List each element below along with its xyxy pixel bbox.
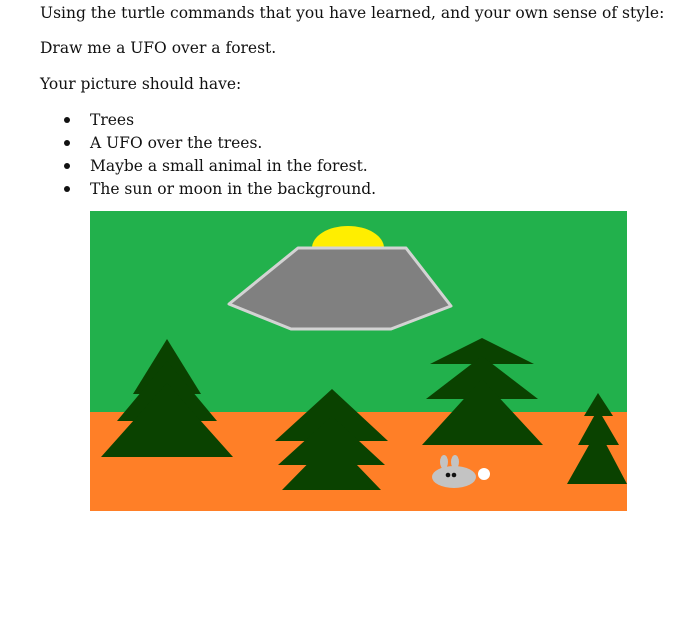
- task-text: Draw me a UFO over a forest.: [40, 39, 277, 57]
- bullet-icon: [64, 140, 70, 146]
- list-item: [62, 178, 376, 201]
- list-item: [62, 109, 376, 132]
- bullet-icon: [64, 186, 70, 192]
- requirements-list: [62, 109, 376, 201]
- list-item: [62, 132, 376, 155]
- list-item: [62, 155, 376, 178]
- bullet-icon: [64, 117, 70, 123]
- animal-eye: [446, 473, 451, 478]
- bullet-icon: [64, 163, 70, 169]
- animal-tail: [478, 468, 490, 480]
- intro-text: Using the turtle commands that you have learned, and your own sense of style:: [40, 4, 665, 22]
- animal-eye: [452, 473, 457, 478]
- list-item-text: A UFO over the trees.: [90, 134, 263, 152]
- requirements-heading: Your picture should have:: [40, 75, 242, 93]
- ufo-forest-picture: [90, 211, 627, 511]
- list-item-text: Trees: [90, 111, 135, 129]
- list-item-text: The sun or moon in the background.: [90, 180, 377, 198]
- list-item-text: Maybe a small animal in the forest.: [90, 157, 368, 175]
